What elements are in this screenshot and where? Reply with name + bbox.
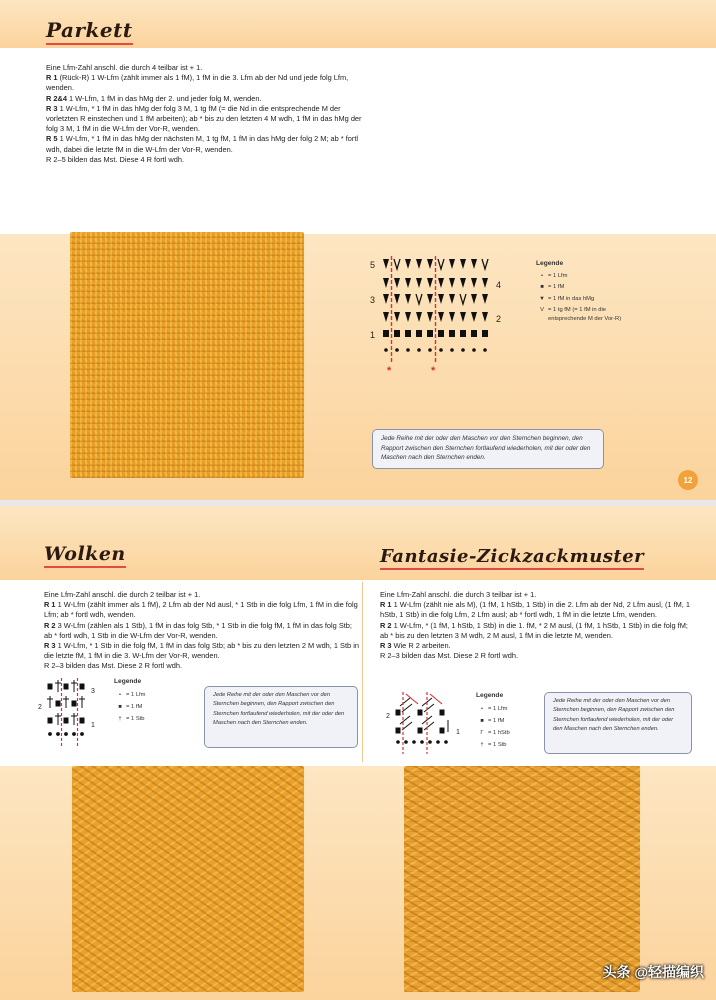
zickzack-note-box: Jede Reihe mit der oder den Maschen vor den Sternchen beginnen, den Rapport zwischen den Sternchen fortlaufend wiederholen, mit der oder den Maschen nach den Sternchen enden. (544, 692, 692, 754)
legend-title: Legende (476, 692, 504, 699)
wolken-intro: Eine Lfm-Zahl anschl. die durch 2 teilbar ist + 1. (44, 590, 201, 599)
parkett-intro: Eine Lfm-Zahl anschl. die durch 4 teilbar ist + 1. (46, 63, 203, 72)
zickzack-red-crossings (406, 694, 442, 704)
legend-item: ■ = 1 fM (480, 718, 505, 724)
parkett-repeat-markers (392, 256, 436, 364)
zickzack-intro: Eine Lfm-Zahl anschl. die durch 3 teilbar ist + 1. (380, 590, 537, 599)
repeat-star-left: * (387, 365, 392, 377)
zickzack-row-3: R 3 Wie R 2 arbeiten. (380, 641, 451, 651)
parkett-note-box: Jede Reihe mit der oder den Maschen vor den Sternchen beginnen, den Rapport zwischen den Sternchen fortlaufend wiederholen, mit der oder den Maschen nach den Sternchen enden. (372, 429, 604, 469)
parkett-chart-row-5: 5 (370, 260, 376, 270)
parkett-row-5: R 5 1 W-Lfm, * 1 fM in das hMg der nächsten M, 1 tg fM, 1 fM in das hMg der folg 2 M; ab * fortl wdh, dabei die letzte fM in die W-Lfm der Vor-R, wenden. (46, 134, 359, 154)
wolken-chart-row-1: 1 (91, 722, 95, 729)
wolken-legend (114, 676, 184, 725)
zickzack-chart-row-2: 2 (386, 713, 390, 720)
wolken-stitch-chart (38, 676, 104, 756)
parkett-swatch-photo (70, 232, 304, 478)
zickzack-stitch-chart (384, 690, 468, 758)
parkett-chart-row-1: 1 (370, 330, 376, 340)
parkett-row-1: R 1 (Rück-R) 1 W-Lfm (zählt immer als 1 fM), 1 fM in die 3. Lfm ab der Nd und jede folg Lfm, wenden. (46, 73, 349, 93)
zickzack-swatch-photo (404, 766, 640, 992)
zickzack-legend (476, 690, 544, 751)
legend-item: V = 1 tg fM (= 1 fM in die entsprechende M der Vor-R) (540, 307, 622, 322)
zickzack-row-2: R 2 1 W-Lfm, * (1 fM, 1 hStb, 1 Stb) in die 1. fM, * 2 M ausl, (1 fM, 1 hStb, 1 Stb) in die folg fM; ab * bis zu den letzten 3 M wdh, 2 M ausl, 1 fM in die letzte M, wenden. (380, 620, 688, 640)
zickzack-chart-symbols (396, 698, 448, 743)
legend-item: ■ = 1 fM (540, 284, 565, 290)
watermark-text: 头条 @轻描编织 (602, 964, 704, 980)
wolken-chart-symbols (47, 680, 85, 735)
column-divider (362, 582, 363, 762)
legend-item: • = 1 Lfm (480, 706, 508, 712)
legend-item: • = 1 Lfm (118, 692, 146, 698)
page-title-parkett: Parkett (46, 18, 133, 42)
wolken-instructions (44, 590, 360, 672)
legend-title: Legende (536, 260, 564, 267)
repeat-star-right: * (431, 365, 436, 377)
legend-item: † = 1 Stb (118, 716, 145, 722)
wolken-row-1: R 1 1 W-Lfm (zählt immer als 1 fM), 2 Lfm ab der Nd ausl, * 1 Stb in die folg Lfm, 1 fM in die folg Lfm; ab * fortl wdh, wenden. (44, 600, 358, 620)
wolken-row-2: R 2 3 W-Lfm (zählen als 1 Stb), 1 fM in das folg Stb, * 1 Stb in die folg fM, 1 fM in das folg Stb; ab * fortl wdh, 1 Stb in die W-Lfm der Vor-R, wenden. (44, 620, 352, 640)
parkett-legend (536, 258, 636, 323)
zickzack-instructions (380, 590, 698, 661)
zickzack-outro: R 2–3 bilden das Mst. Diese 2 R fortl wdh. (380, 651, 519, 661)
parkett-chart-row-3: 3 (370, 295, 376, 305)
wolken-swatch-photo (72, 766, 304, 992)
zickzack-row-1: R 1 1 W-Lfm (zählt nie als M), (1 fM, 1 hStb, 1 Stb) in die 2. Lfm ab der Nd, 2 Lfm ausl, (1 fM, 1 hStb, 1 Stb) in die folg Lfm, 2 Lfm ausl; ab * fortl wdh, 1 fM in die letzte Lfm, wenden. (380, 600, 690, 620)
wolken-chart-row-3: 3 (91, 688, 95, 695)
parkett-chart-row-2: 2 (496, 314, 502, 324)
legend-item: † = 1 Stb (480, 742, 507, 748)
parkett-row-2-4: R 2&4 1 W-Lfm, 1 fM in das hMg der 2. und jeder folg M, wenden. (46, 93, 262, 103)
page-title-wolken: Wolken (44, 543, 126, 565)
parkett-outro: R 2–5 bilden das Mst. Diese 4 R fortl wdh. (46, 154, 185, 164)
wolken-note-box: Jede Reihe mit der oder den Maschen vor den Sternchen beginnen, den Rapport zwischen den Sternchen fortlaufend wiederholen, mit der oder den Maschen nach den Sternchen enden. (204, 686, 358, 748)
legend-title: Legende (114, 678, 142, 685)
parkett-chart-row-4: 4 (496, 280, 502, 290)
legend-item: ■ = 1 fM (118, 704, 143, 710)
wolken-chart-row-2: 2 (38, 704, 42, 711)
wolken-outro: R 2–3 bilden das Mst. Diese 2 R fortl wdh. (44, 661, 183, 671)
legend-item: • = 1 Lfm (540, 272, 568, 279)
legend-item: ▼ = 1 fM in das hMg (539, 295, 595, 302)
legend-item: Γ = 1 hStb (480, 730, 510, 736)
parkett-row-3: R 3 1 W-Lfm, * 1 fM in das hMg der folg 3 M, 1 tg fM (= die Nd in die entsprechende M der vorletzten R einstechen und 1 fM arbeiten); ab * bis zu den letzten 4 M wdh, 1 fM in das hMg der folg 3 M, 1 fM in die W-Lfm der Vor-R, wenden. (46, 103, 362, 134)
wolken-row-3: R 3 1 W-Lfm, * 1 Stb in die folg fM, 1 fM in das folg Stb; ab * bis zu den letzten 2 M wdh, 1 Stb in die letzte fM, 1 fM in die 3. W-Lfm der Vor-R, wenden. (44, 641, 359, 661)
zickzack-chart-row-1: 1 (456, 729, 460, 736)
parkett-instructions (46, 63, 362, 165)
parkett-stitch-chart (366, 252, 516, 382)
page-number: 12 (678, 470, 698, 490)
page-title-zickzack: Fantasie-Zickzackmuster (380, 546, 645, 567)
